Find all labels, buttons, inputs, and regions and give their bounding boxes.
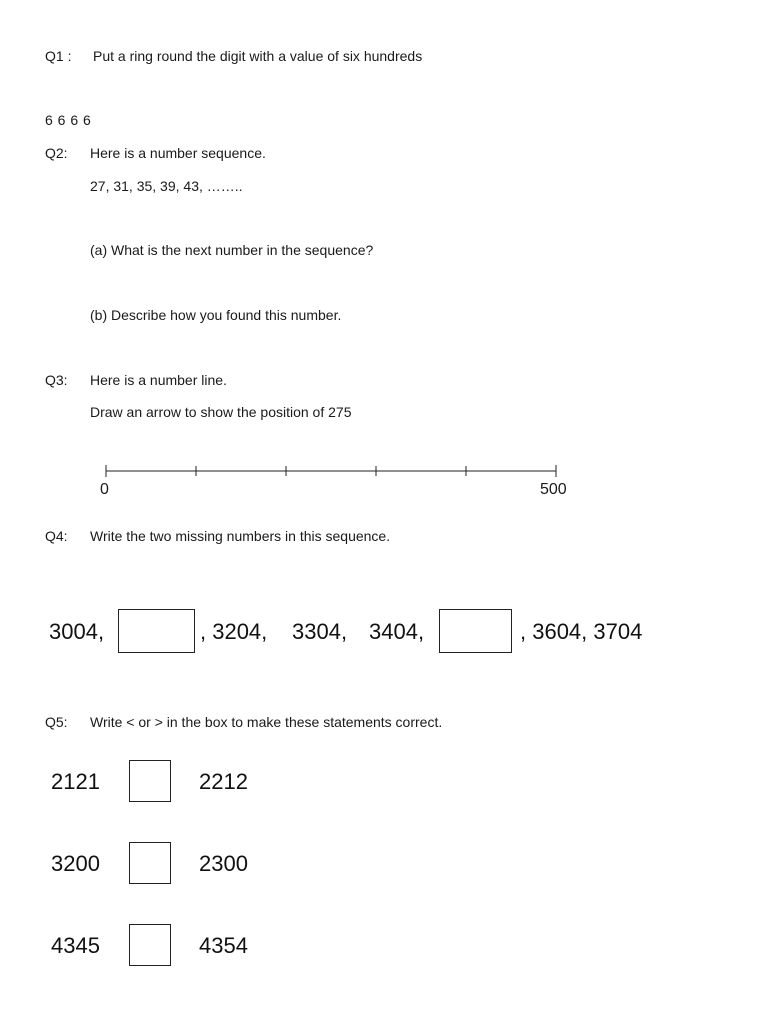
q3-instruction: Draw an arrow to show the position of 275: [90, 404, 352, 420]
q4-seq-term-1: 3004,: [49, 619, 105, 644]
number-line[interactable]: [96, 460, 566, 480]
q1-number: Q1 :: [45, 48, 72, 64]
q5-row-2-right: 2300: [199, 851, 248, 876]
q5-row-3-answer-box[interactable]: [129, 924, 171, 966]
q5-row-1-answer-box[interactable]: [129, 760, 171, 802]
q4-answer-box-1[interactable]: [118, 609, 195, 653]
q5-text: Write < or > in the box to make these statements correct.: [90, 714, 443, 730]
q4-seq-term-5: , 3604, 3704: [520, 619, 643, 644]
q5-row-3-right: 4354: [199, 933, 248, 958]
q3-number: Q3:: [45, 372, 68, 388]
q4-seq-term-4: 3404,: [369, 619, 425, 644]
q2-part-b: (b) Describe how you found this number.: [90, 307, 342, 323]
q5-row-1-left: 2121: [51, 769, 100, 794]
q4-seq-term-2: , 3204,: [200, 619, 268, 644]
q2-number: Q2:: [45, 145, 68, 161]
q4-answer-box-2[interactable]: [439, 609, 512, 653]
q2-part-a: (a) What is the next number in the sequence?: [90, 242, 374, 258]
q4-number: Q4:: [45, 528, 68, 544]
q4-seq-term-3: 3304,: [292, 619, 348, 644]
q1-text: Put a ring round the digit with a value of six hundreds: [93, 48, 423, 64]
q1-digits[interactable]: 6 6 6 6: [45, 112, 92, 128]
number-line-end-label: 500: [540, 481, 567, 498]
q3-intro: Here is a number line.: [90, 372, 227, 388]
q2-sequence: 27, 31, 35, 39, 43, ……..: [90, 178, 243, 194]
number-line-start-label: 0: [100, 481, 109, 498]
q5-number: Q5:: [45, 714, 68, 730]
q5-row-2-answer-box[interactable]: [129, 842, 171, 884]
q5-row-2-left: 3200: [51, 851, 100, 876]
q5-row-1-right: 2212: [199, 769, 248, 794]
q4-text: Write the two missing numbers in this sequence.: [90, 528, 391, 544]
q5-row-3-left: 4345: [51, 933, 100, 958]
q2-intro: Here is a number sequence.: [90, 145, 266, 161]
